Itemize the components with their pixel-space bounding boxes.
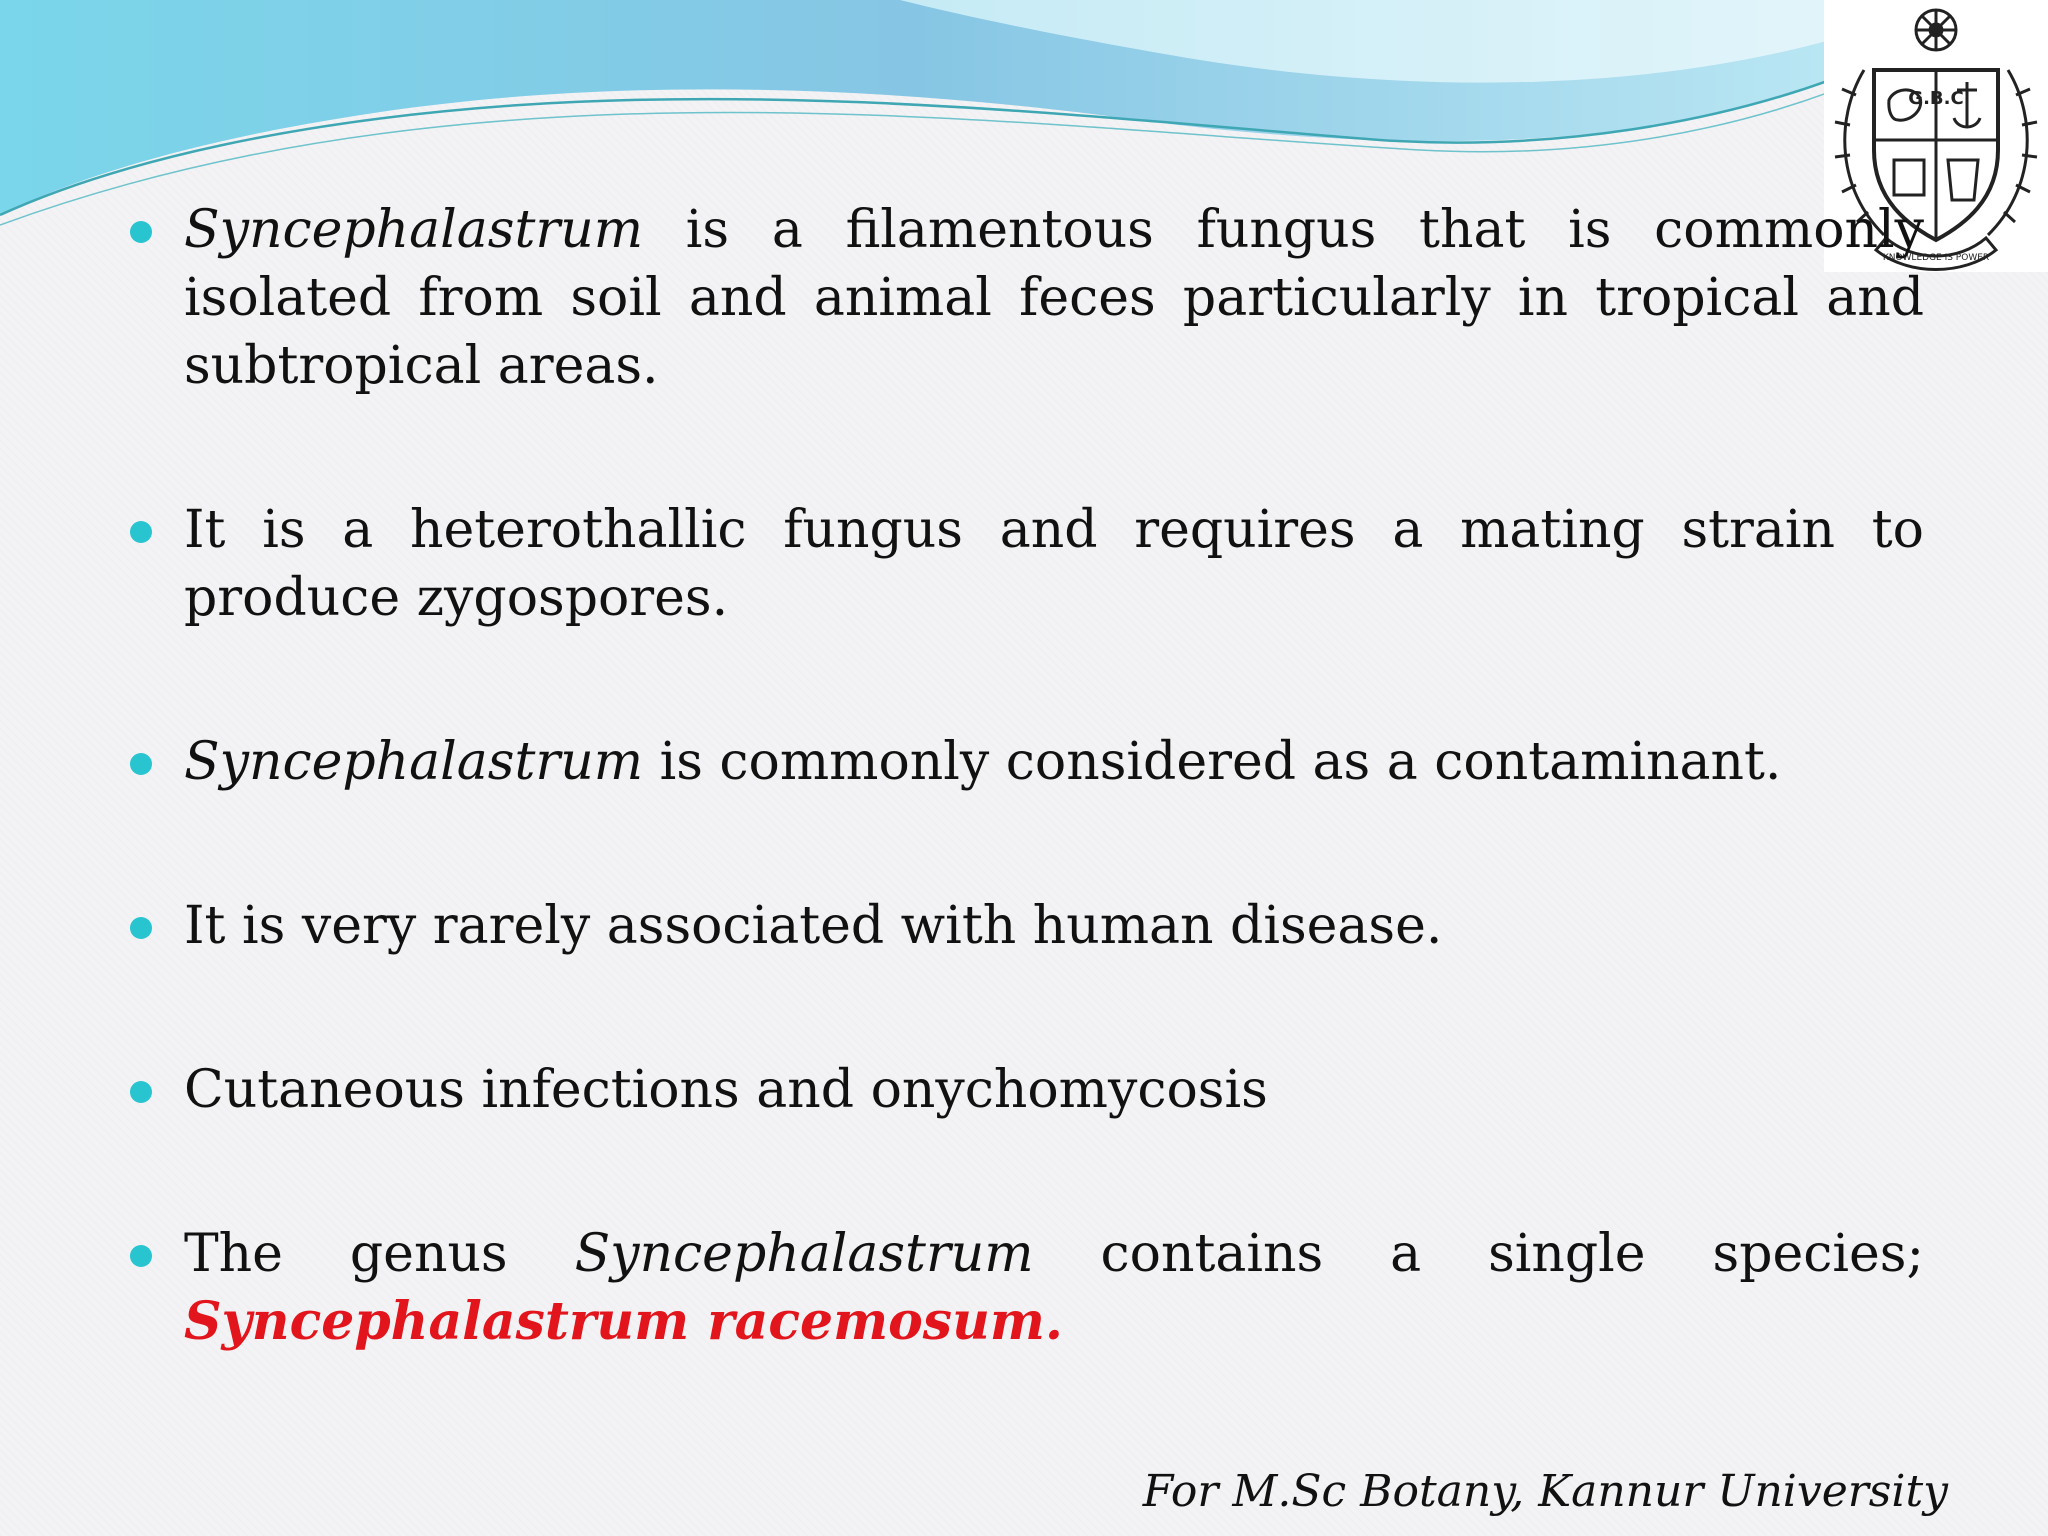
bullet-item <box>184 196 1924 400</box>
bullet-item <box>184 1056 1924 1124</box>
bullet-text-prefix: The genus <box>184 1224 575 1284</box>
crest-motto: KNOWLEDGE IS POWER <box>1882 253 1990 263</box>
bullet-icon <box>130 917 152 939</box>
bullet-icon <box>130 1081 152 1103</box>
genus-name: Syncephalastrum <box>574 1224 1034 1284</box>
crest-initials: G.B.C <box>1908 88 1964 109</box>
bullet-text: Cutaneous infections and onychomycosis <box>184 1060 1268 1120</box>
genus-name: Syncephalastrum <box>184 200 644 260</box>
bullet-icon <box>130 221 152 243</box>
bullet-icon <box>130 521 152 543</box>
bullet-text: It is very rarely associated with human disease. <box>184 896 1443 956</box>
bullet-text: is commonly considered as a contaminant. <box>643 732 1782 792</box>
bullet-text: is a filamentous fungus that is commonly isolated from soil and animal feces particularly in tropical and subtropical areas. <box>184 200 1924 396</box>
bullet-text: It is a heterothallic fungus and requires a mating strain to produce zygospores. <box>184 500 1924 628</box>
bullet-list <box>184 196 1924 1356</box>
bullet-icon <box>130 1245 152 1267</box>
bullet-item <box>184 496 1924 632</box>
genus-name: Syncephalastrum <box>184 732 644 792</box>
bullet-item <box>184 892 1924 960</box>
bullet-item <box>184 728 1924 796</box>
bullet-text: contains a single species; <box>1033 1224 1924 1284</box>
species-name-highlight: Syncephalastrum racemosum. <box>184 1291 1063 1352</box>
footer-credit: For M.Sc Botany, Kannur University <box>1142 1466 1948 1517</box>
bullet-item <box>184 1220 1924 1356</box>
bullet-icon <box>130 753 152 775</box>
